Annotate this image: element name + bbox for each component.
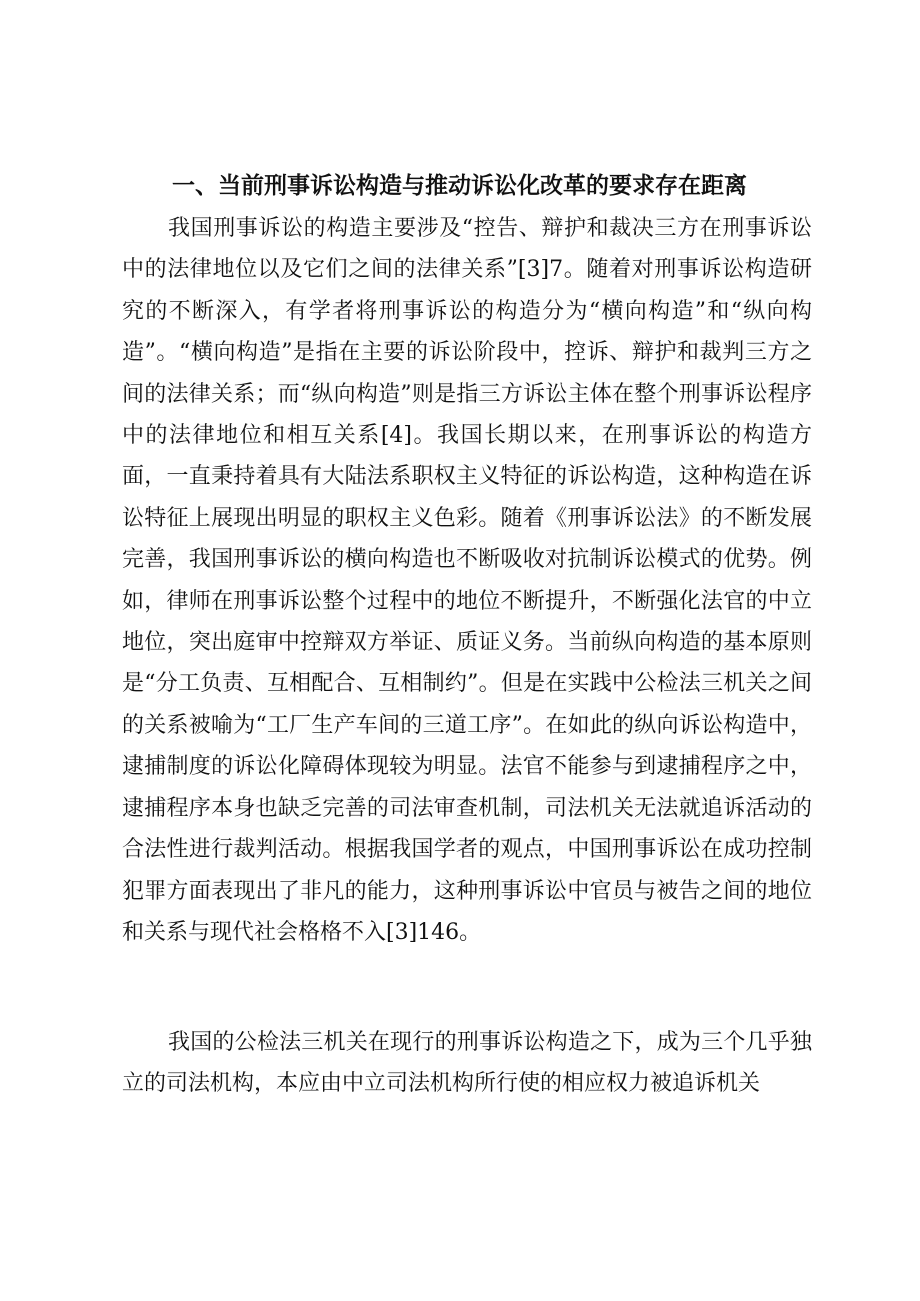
body-paragraph-2: 我国的公检法三机关在现行的刑事诉讼构造之下，成为三个几乎独立的司法机构，本应由中立司法机构所行使的相应权力被追诉机关 <box>122 1030 812 1097</box>
section-heading: 一、当前刑事诉讼构造与推动诉讼化改革的要求存在距离 <box>172 173 747 199</box>
body-paragraph-1: 我国刑事诉讼的构造主要涉及“控告、辩护和裁决三方在刑事诉讼中的法律地位以及它们之间的法律关系”[3]7。随着对刑事诉讼构造研究的不断深入，有学者将刑事诉讼的构造分为“横向构造”和“纵向构造”。“横向构造”是指在主要的诉讼阶段中，控诉、辩护和裁判三方之间的法律关系；而“纵向构造”则是指三方诉讼主体在整个刑事诉讼程序中的法律地位和相互关系[4]。我国长期以来，在刑事诉讼的构造方面，一直秉持着具有大陆法系职权主义特征的诉讼构造，这种构造在诉讼特征上展现出明显的职权主义色彩。随着《刑事诉讼法》的不断发展完善，我国刑事诉讼的横向构造也不断吸收对抗制诉讼模式的优势。例如，律师在刑事诉讼整个过程中的地位不断提升，不断强化法官的中立地位，突出庭审中控辩双方举证、质证义务。当前纵向构造的基本原则是“分工负责、互相配合、互相制约”。但是在实践中公检法三机关之间的关系被喻为“工厂生产车间的三道工序”。在如此的纵向诉讼构造中，逮捕制度的诉讼化障碍体现较为明显。法官不能参与到逮捕程序之中，逮捕程序本身也缺乏完善的司法审查机制，司法机关无法就追诉活动的合法性进行裁判活动。根据我国学者的观点，中国刑事诉讼在成功控制犯罪方面表现出了非凡的能力，这种刑事诉讼中官员与被告之间的地位和关系与现代社会格格不入[3]146。 <box>122 216 812 945</box>
